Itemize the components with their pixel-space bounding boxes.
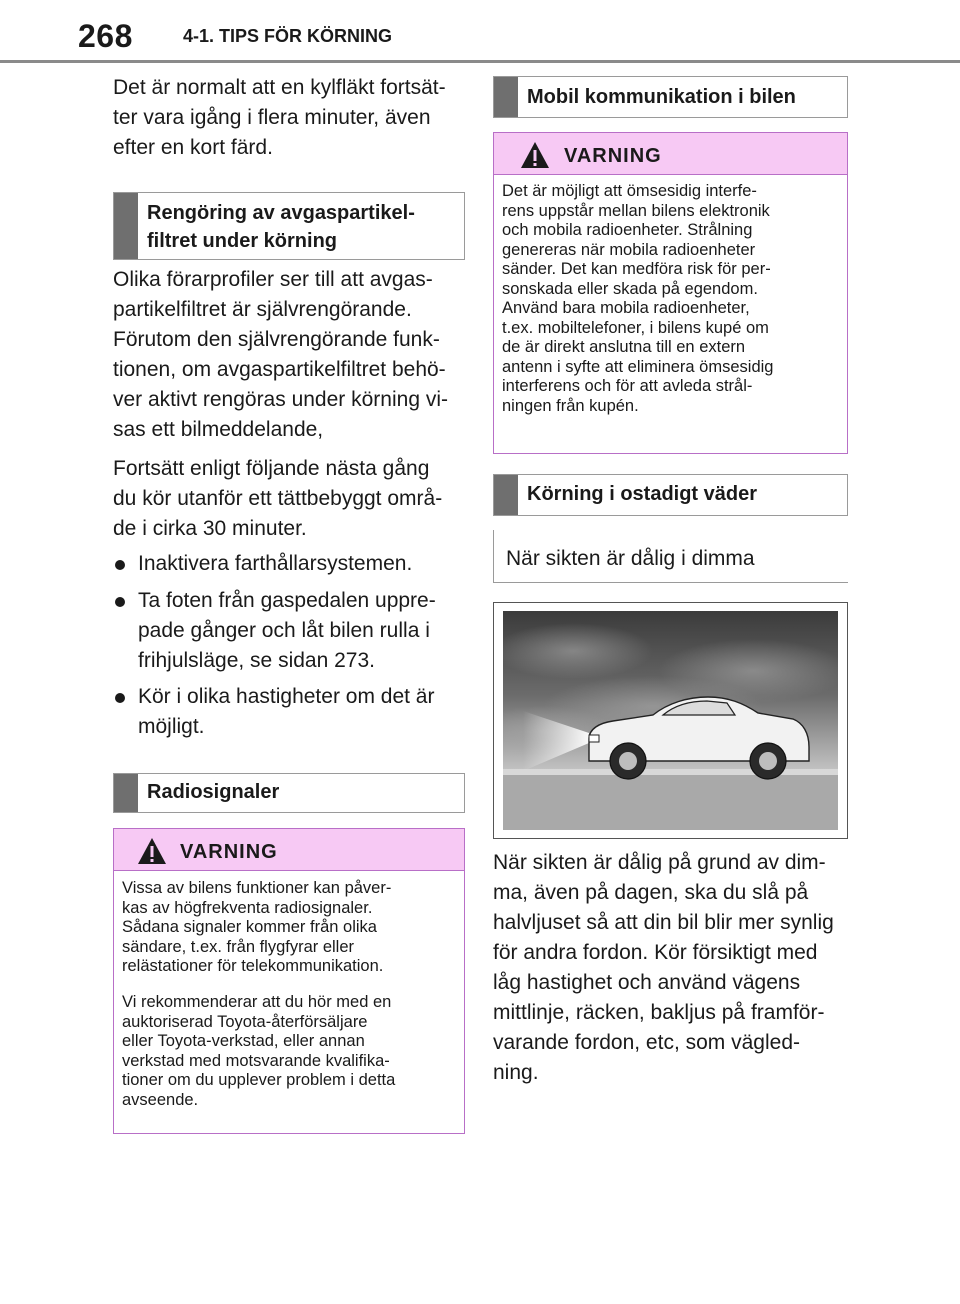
text-line: genereras när mobila radioenheter bbox=[502, 240, 756, 259]
text-line: Inaktivera farthållarsystemen. bbox=[138, 552, 413, 575]
text-line: pade gånger och låt bilen rulla i bbox=[138, 619, 430, 642]
text-line: Ta foten från gaspedalen uppre- bbox=[138, 589, 436, 612]
radio-heading bbox=[113, 773, 465, 813]
bullet-dot-icon bbox=[115, 560, 125, 570]
warning-paragraph-1 bbox=[122, 879, 456, 977]
text-line: Vi rekommenderar att du hör med en bbox=[122, 993, 392, 1011]
text-line: sas ett bilmeddelande, bbox=[113, 418, 324, 441]
text-line: halvljuset så att din bil blir mer synlig bbox=[493, 911, 834, 934]
intro-paragraph bbox=[113, 73, 465, 163]
text-line: Förutom den självrengörande funk- bbox=[113, 328, 440, 351]
text-line: ver aktivt rengöras under körning vi- bbox=[113, 388, 448, 411]
bullet-text bbox=[138, 586, 465, 676]
fog-paragraph bbox=[493, 848, 848, 1088]
text-line: för andra fordon. Kör försiktigt med bbox=[493, 941, 818, 964]
text-line: antenn i syfte att eliminera ömsesidig bbox=[502, 357, 774, 376]
bullet-text bbox=[138, 682, 465, 742]
text-line: efter en kort färd. bbox=[113, 136, 273, 159]
warning-paragraph-2 bbox=[122, 993, 456, 1110]
text-line: du kör utanför ett tättbebyggt områ- bbox=[113, 487, 443, 510]
heading-bar bbox=[494, 77, 518, 117]
text-line: Vissa av bilens funktioner kan påver- bbox=[122, 879, 392, 897]
text-line: Det är möjligt att ömsesidig interfe- bbox=[502, 182, 757, 200]
weather-heading bbox=[493, 474, 848, 516]
mobile-heading-text: Mobil kommunikation i bilen bbox=[527, 86, 796, 108]
text-line: kas av högfrekventa radiosignaler. bbox=[122, 898, 373, 917]
text-line: tionen, om avgaspartikelfiltret behö- bbox=[113, 358, 446, 381]
car-in-fog-image bbox=[503, 611, 838, 830]
text-line: möjligt. bbox=[138, 715, 205, 738]
bullet-item bbox=[113, 682, 465, 742]
warning-header bbox=[494, 133, 847, 175]
dpf-heading-text bbox=[147, 199, 456, 255]
text-line: verkstad med motsvarande kvalifika- bbox=[122, 1051, 390, 1070]
text-line: Fortsätt enligt följande nästa gång bbox=[113, 457, 430, 480]
bullet-dot-icon bbox=[115, 693, 125, 703]
dpf-paragraph-1 bbox=[113, 265, 465, 445]
text-line: ning. bbox=[493, 1061, 539, 1084]
weather-heading-text: Körning i ostadigt väder bbox=[527, 483, 758, 505]
warning-triangle-icon bbox=[137, 837, 167, 865]
bullet-text bbox=[138, 549, 465, 579]
text-line: rens uppstår mellan bilens elektronik bbox=[502, 201, 770, 220]
text-line: tioner om du upplever problem i detta bbox=[122, 1071, 396, 1089]
text-line: filtret under körning bbox=[147, 230, 337, 252]
text-line: sänder. Det kan medföra risk för per- bbox=[502, 260, 771, 278]
mobile-heading bbox=[493, 76, 848, 118]
text-line: Det är normalt att en kylfläkt fortsät- bbox=[113, 76, 446, 99]
text-line: ningen från kupén. bbox=[502, 396, 639, 415]
fog-subheading-text: När sikten är dålig i dimma bbox=[506, 547, 755, 570]
warning-title: VARNING bbox=[564, 145, 662, 167]
text-line: eller Toyota-verkstad, eller annan bbox=[122, 1032, 365, 1050]
text-line: Rengöring av avgaspartikel- bbox=[147, 202, 415, 224]
warning-title: VARNING bbox=[180, 841, 278, 863]
dpf-paragraph-2 bbox=[113, 454, 465, 544]
text-line: t.ex. mobiltelefoner, i bilens kupé om bbox=[502, 318, 769, 337]
warning-paragraph bbox=[502, 182, 839, 416]
text-line: auktoriserad Toyota-återförsäljare bbox=[122, 1012, 368, 1031]
dpf-heading bbox=[113, 192, 465, 260]
text-line: och mobila radioenheter. Strålning bbox=[502, 221, 753, 239]
fog-driving-illustration bbox=[493, 602, 848, 839]
section-title: 4-1. TIPS FÖR KÖRNING bbox=[183, 26, 393, 46]
header-rule bbox=[0, 60, 960, 63]
text-line: mittlinje, räcken, bakljus på framför- bbox=[493, 1001, 825, 1024]
heading-bar bbox=[114, 774, 138, 812]
text-line: de är direkt anslutna till en extern bbox=[502, 338, 746, 356]
text-line: ter vara igång i flera minuter, även bbox=[113, 106, 431, 129]
text-line: Olika förarprofiler ser till att avgas- bbox=[113, 268, 433, 291]
radio-warning-box bbox=[113, 828, 465, 1134]
text-line: avseende. bbox=[122, 1090, 199, 1109]
fog-subheading bbox=[493, 530, 848, 583]
bullet-dot-icon bbox=[115, 597, 125, 607]
text-line: ma, även på dagen, ska du slå på bbox=[493, 881, 809, 904]
text-line: relästationer för telekommunikation. bbox=[122, 957, 384, 975]
text-line: sändare, t.ex. från flygfyrar eller bbox=[122, 937, 355, 956]
heading-bar bbox=[494, 475, 518, 515]
bullet-item bbox=[113, 586, 465, 676]
text-line: låg hastighet och använd vägens bbox=[493, 971, 801, 994]
warning-triangle-icon bbox=[520, 141, 550, 169]
text-line: varande fordon, etc, som vägled- bbox=[493, 1031, 801, 1054]
page-number: 268 bbox=[78, 18, 133, 54]
text-line: Sådana signaler kommer från olika bbox=[122, 918, 377, 936]
warning-header bbox=[114, 829, 464, 871]
text-line: När sikten är dålig på grund av dim- bbox=[493, 851, 826, 874]
mobile-warning-box bbox=[493, 132, 848, 454]
text-line: Använd bara mobila radioenheter, bbox=[502, 299, 750, 317]
text-line: Kör i olika hastigheter om det är bbox=[138, 685, 435, 708]
text-line: frihjulsläge, se sidan 273. bbox=[138, 649, 375, 672]
text-line: partikelfiltret är självrengörande. bbox=[113, 298, 412, 321]
text-line: sonskada eller skada på egendom. bbox=[502, 279, 758, 298]
heading-bar bbox=[114, 193, 138, 259]
text-line: de i cirka 30 minuter. bbox=[113, 517, 307, 540]
bullet-item bbox=[113, 549, 465, 579]
text-line: interferens och för att avleda strål- bbox=[502, 377, 753, 395]
radio-heading-text: Radiosignaler bbox=[147, 781, 280, 803]
